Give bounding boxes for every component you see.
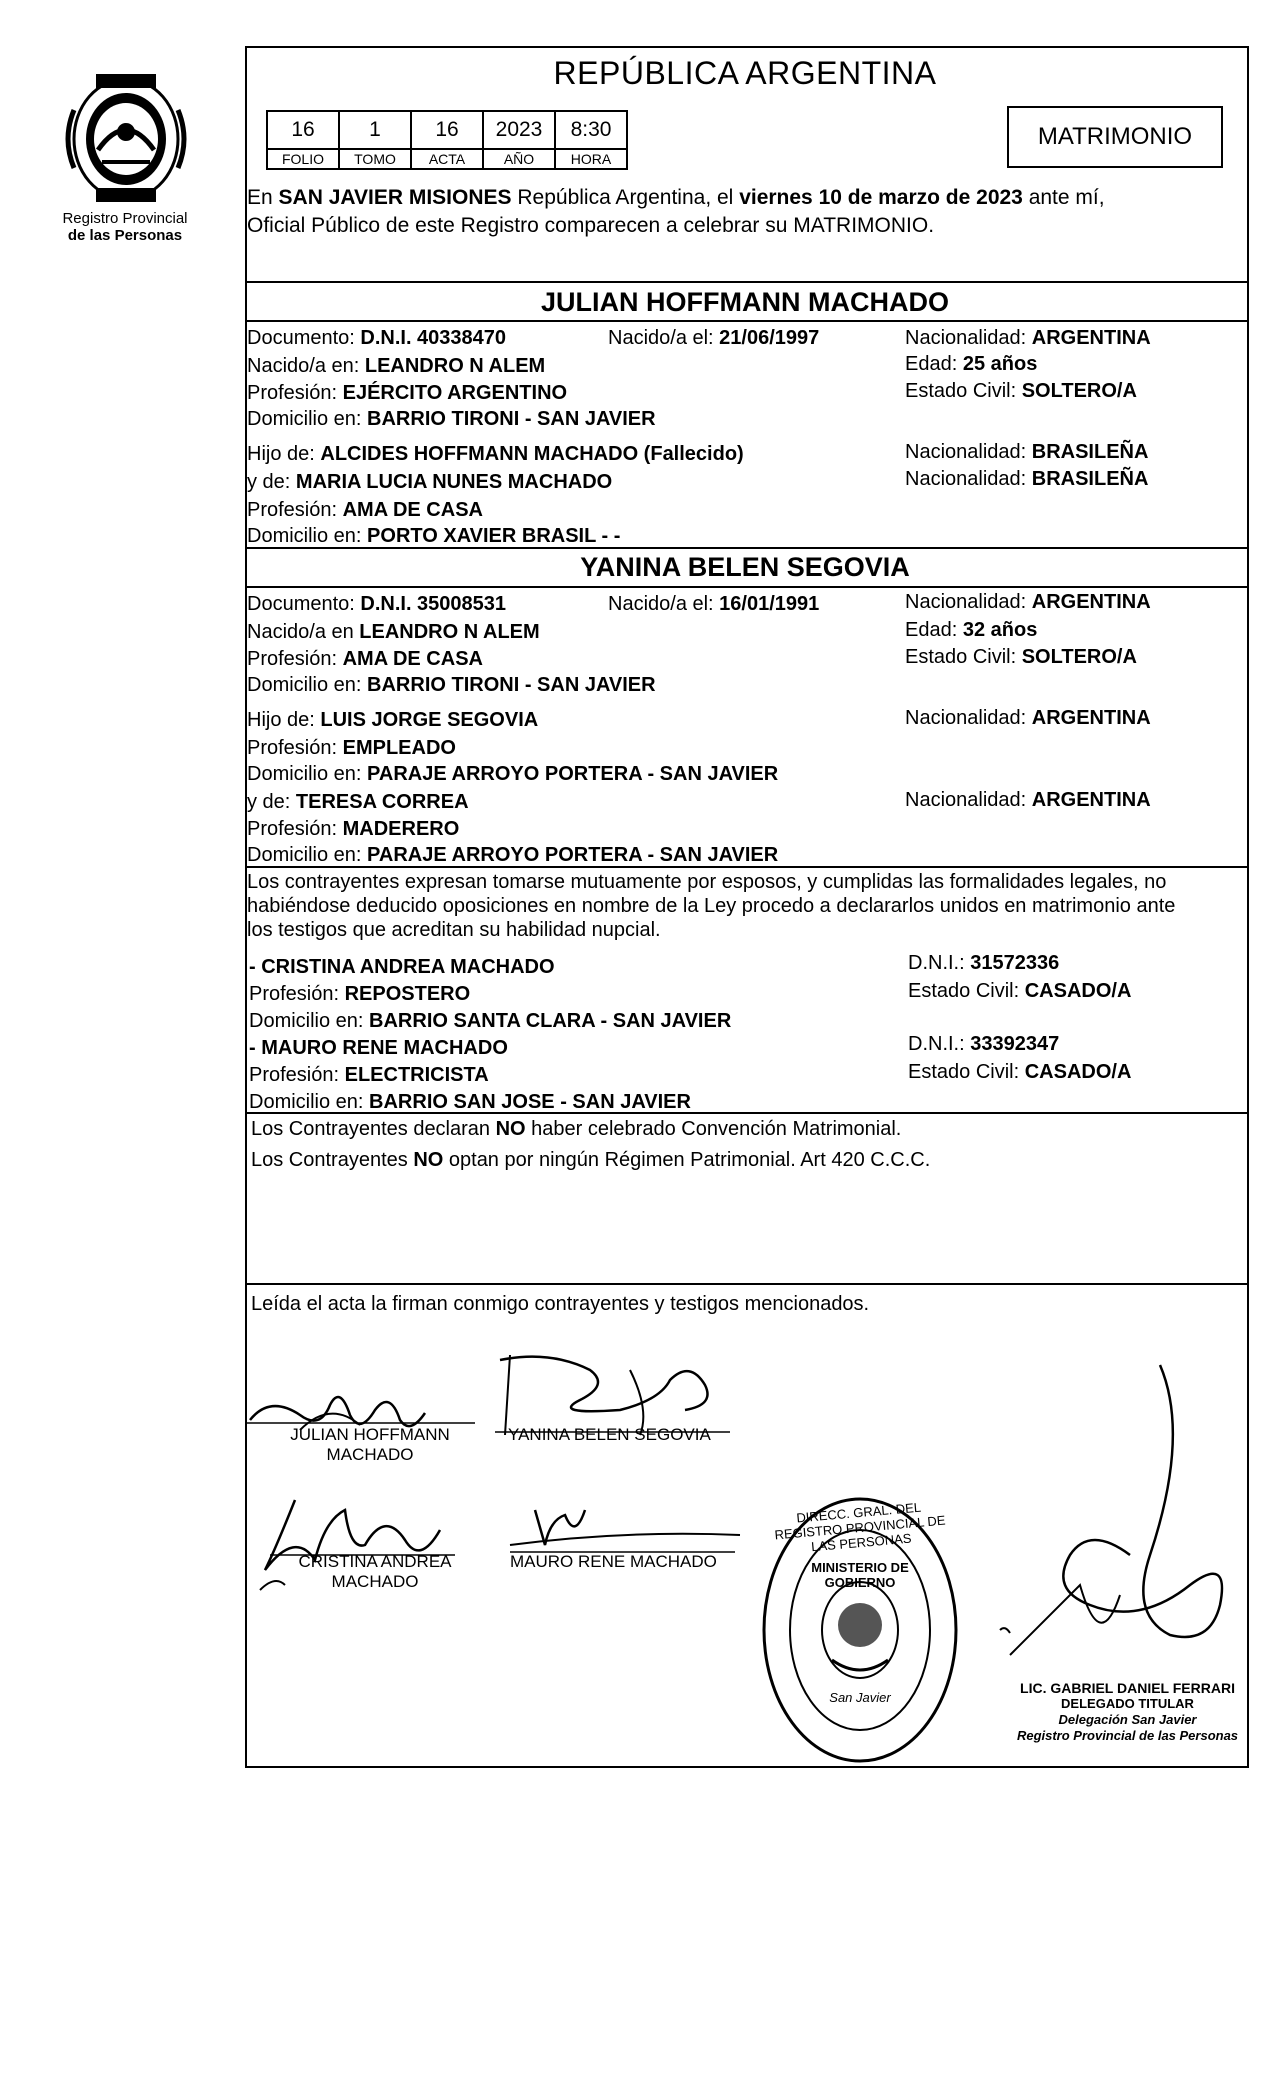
officer-signature	[990, 1355, 1240, 1685]
ano-value: 2023	[483, 111, 555, 149]
bride-mother-profession: Profesión: MADERERO	[247, 818, 460, 840]
groom-age: Edad: 25 años	[905, 353, 1038, 375]
bride-mother-nationality: Nacionalidad: ARGENTINA	[905, 789, 1151, 811]
witness2-civil-status: Estado Civil: CASADO/A	[908, 1061, 1132, 1083]
country-title: REPÚBLICA ARGENTINA	[553, 55, 937, 91]
registry-name-line2: de las Personas	[67, 227, 183, 244]
bride-mother: y de: TERESA CORREA	[247, 791, 469, 813]
groom-birth-date: Nacido/a el: 21/06/1997	[608, 327, 820, 349]
bride-document: Documento: D.N.I. 35008531	[247, 593, 507, 615]
witness2-name: - MAURO RENE MACHADO	[249, 1037, 508, 1059]
ano-label: AÑO	[483, 149, 555, 169]
witness1-name: - CRISTINA ANDREA MACHADO	[249, 956, 555, 978]
groom-name: JULIAN HOFFMANN MACHADO	[541, 287, 949, 317]
witness2-profession: Profesión: ELECTRICISTA	[249, 1064, 489, 1086]
officer-title: DELEGADO TITULAR	[1061, 1696, 1194, 1711]
groom-mother-nationality: Nacionalidad: BRASILEÑA	[905, 468, 1149, 490]
intro-line1: En SAN JAVIER MISIONES República Argentina, el viernes 10 de marzo de 2023 ante mí,	[247, 186, 1105, 209]
witness1-signature-label: CRISTINA ANDREA MACHADO	[298, 1552, 452, 1591]
folio-label: FOLIO	[267, 149, 339, 169]
bride-birthplace: Nacido/a en LEANDRO N ALEM	[247, 621, 540, 643]
folio-value: 16	[267, 111, 339, 149]
acta-value: 16	[411, 111, 483, 149]
groom-mother: y de: MARIA LUCIA NUNES MACHADO	[247, 471, 613, 493]
act-type: MATRIMONIO	[1037, 123, 1193, 150]
declaration-text: Los contrayentes expresan tomarse mutuamente por esposos, y cumplidas las formalidades legales, no habiéndose deducido oposiciones en nombre de la Ley procedo a declararlos unidos en matrimonio ante los testigos que acreditan su habilidad nupcial.	[247, 871, 1176, 941]
date: viernes 10 de marzo de 2023	[739, 186, 1023, 209]
stamp-inner-text: MINISTERIO DE GOBIERNO	[811, 1560, 909, 1590]
bride-name: YANINA BELEN SEGOVIA	[580, 552, 910, 582]
officer-name: LIC. GABRIEL DANIEL FERRARI	[1020, 1680, 1235, 1696]
bride-father-nationality: Nacionalidad: ARGENTINA	[905, 707, 1151, 729]
groom-parents-profession: Profesión: AMA DE CASA	[247, 499, 483, 521]
intro-line2: Oficial Público de este Registro comparecen a celebrar su MATRIMONIO.	[247, 214, 935, 237]
bride-father-address: Domicilio en: PARAJE ARROYO PORTERA - SAN JAVIER	[247, 763, 779, 785]
officer-registry: Registro Provincial de las Personas	[1016, 1728, 1239, 1743]
stamp-city: San Javier	[829, 1690, 891, 1705]
tomo-value: 1	[339, 111, 411, 149]
witness2-address: Domicilio en: BARRIO SAN JOSE - SAN JAVIER	[249, 1091, 691, 1113]
groom-father-nationality: Nacionalidad: BRASILEÑA	[905, 441, 1149, 463]
officer-office: Delegación San Javier	[1058, 1712, 1197, 1727]
province-seal-logo	[62, 70, 190, 208]
place: SAN JAVIER MISIONES	[278, 186, 512, 209]
witness1-profession: Profesión: REPOSTERO	[249, 983, 471, 1005]
hora-label: HORA	[555, 149, 627, 169]
bride-father: Hijo de: LUIS JORGE SEGOVIA	[247, 709, 539, 731]
bride-address: Domicilio en: BARRIO TIRONI - SAN JAVIER	[247, 674, 656, 696]
bride-mother-address: Domicilio en: PARAJE ARROYO PORTERA - SAN JAVIER	[247, 844, 779, 866]
groom-document: Documento: D.N.I. 40338470	[247, 327, 507, 349]
note-convention: Los Contrayentes declaran NO haber celebrado Convención Matrimonial.	[251, 1118, 902, 1140]
bride-father-profession: Profesión: EMPLEADO	[247, 737, 456, 759]
bride-nationality: Nacionalidad: ARGENTINA	[905, 591, 1151, 613]
registry-name-line1: Registro Provincial	[62, 210, 188, 227]
stamp-ring-text: DIRECC. GRAL. DEL REGISTRO PROVINCIAL DE LAS PERSONAS	[773, 1499, 947, 1555]
registry-fields-table	[266, 110, 628, 170]
groom-nationality: Nacionalidad: ARGENTINA	[905, 327, 1151, 349]
groom-parents-address: Domicilio en: PORTO XAVIER BRASIL - -	[247, 525, 621, 547]
groom-civil-status: Estado Civil: SOLTERO/A	[905, 380, 1137, 402]
tomo-label: TOMO	[339, 149, 411, 169]
bride-birth-date: Nacido/a el: 16/01/1991	[608, 593, 820, 615]
bride-age: Edad: 32 años	[905, 619, 1038, 641]
bride-profession: Profesión: AMA DE CASA	[247, 648, 483, 670]
groom-address: Domicilio en: BARRIO TIRONI - SAN JAVIER	[247, 408, 656, 430]
witness2-dni: D.N.I.: 33392347	[908, 1033, 1060, 1055]
groom-father: Hijo de: ALCIDES HOFFMANN MACHADO (Fallecido)	[247, 443, 744, 465]
act-type-box	[1007, 106, 1223, 168]
witness1-civil-status: Estado Civil: CASADO/A	[908, 980, 1132, 1002]
groom-profession: Profesión: EJÉRCITO ARGENTINO	[247, 382, 568, 404]
bride-signature-label: YANINA BELEN SEGOVIA	[508, 1425, 711, 1444]
witness1-address: Domicilio en: BARRIO SANTA CLARA - SAN JAVIER	[249, 1010, 732, 1032]
witness2-signature-label: MAURO RENE MACHADO	[510, 1552, 717, 1571]
hora-value: 8:30	[555, 111, 627, 149]
bride-civil-status: Estado Civil: SOLTERO/A	[905, 646, 1137, 668]
officer-block	[1010, 1680, 1245, 1744]
note-patrimonial-regime: Los Contrayentes NO optan por ningún Régimen Patrimonial. Art 420 C.C.C.	[251, 1149, 931, 1171]
groom-birthplace: Nacido/a en: LEANDRO N ALEM	[247, 355, 546, 377]
closing-statement: Leída el acta la firman conmigo contrayentes y testigos mencionados.	[251, 1293, 870, 1315]
acta-label: ACTA	[411, 149, 483, 169]
witness1-dni: D.N.I.: 31572336	[908, 952, 1060, 974]
groom-signature-label: JULIAN HOFFMANN MACHADO	[290, 1425, 450, 1464]
